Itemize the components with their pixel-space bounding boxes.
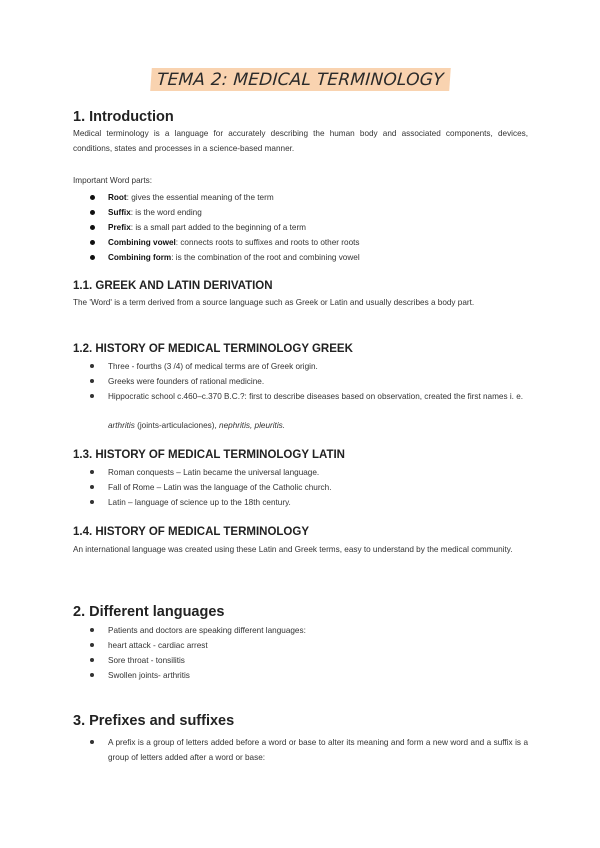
list-item: Prefix: is a small part added to the beginning of a term — [88, 220, 528, 235]
heading-history-latin: 1.3. HISTORY OF MEDICAL TERMINOLOGY LATIN — [73, 449, 345, 461]
word-parts-label: Important Word parts: — [73, 176, 153, 185]
heading-introduction: 1. Introduction — [73, 109, 174, 125]
heading-prefixes-suffixes: 3. Prefixes and suffixes — [73, 713, 235, 729]
s13-list — [88, 465, 528, 510]
heading-history-medical-terminology: 1.4. HISTORY OF MEDICAL TERMINOLOGY — [73, 526, 309, 538]
list-item: Suffix: is the word ending — [88, 205, 528, 220]
list-item: A prefix is a group of letters added before a word or base to alter its meaning and form a new word and a suffix is a group of letters added after a word or base: — [88, 735, 528, 765]
document-title: TEMA 2: MEDICAL TERMINOLOGY — [150, 68, 450, 91]
s12-list — [88, 359, 528, 404]
list-item: Greeks were founders of rational medicine. — [88, 374, 528, 389]
list-item: Root: gives the essential meaning of the term — [88, 190, 528, 205]
list-item: Three - fourths (3 /4) of medical terms are of Greek origin. — [88, 359, 528, 374]
s12-examples: arthritis (joints-articulaciones), nephritis, pleuritis. — [108, 421, 286, 430]
heading-greek-latin-derivation: 1.1. GREEK AND LATIN DERIVATION — [73, 280, 273, 292]
list-item: Roman conquests – Latin became the universal language. — [88, 465, 528, 480]
list-item: Combining form: is the combination of the root and combining vowel — [88, 250, 528, 265]
list-item: Hippocratic school c.460–c.370 B.C.?: first to describe diseases based on observation, created the first names i. e. — [88, 389, 528, 404]
list-item: Swollen joints- arthritis — [88, 668, 528, 683]
list-item: Combining vowel: connects roots to suffixes and roots to other roots — [88, 235, 528, 250]
s2-list — [88, 623, 528, 683]
heading-different-languages: 2. Different languages — [73, 604, 225, 620]
s14-paragraph: An international language was created using these Latin and Greek terms, easy to understand by the medical community. — [73, 545, 513, 554]
title-wrap — [0, 68, 600, 91]
list-item: Latin – language of science up to the 18th century. — [88, 495, 528, 510]
list-item: Sore throat - tonsilitis — [88, 653, 528, 668]
heading-history-greek: 1.2. HISTORY OF MEDICAL TERMINOLOGY GREEK — [73, 343, 353, 355]
s3-list — [88, 735, 528, 765]
list-item: Fall of Rome – Latin was the language of the Catholic church. — [88, 480, 528, 495]
s11-paragraph: The 'Word' is a term derived from a source language such as Greek or Latin and usually describes a body part. — [73, 298, 475, 307]
list-item: heart attack - cardiac arrest — [88, 638, 528, 653]
intro-paragraph: Medical terminology is a language for accurately describing the human body and associated components, devices, conditions, states and processes in a science-based manner. — [73, 129, 528, 153]
list-item: Patients and doctors are speaking different languages: — [88, 623, 528, 638]
word-parts-list — [88, 190, 528, 265]
